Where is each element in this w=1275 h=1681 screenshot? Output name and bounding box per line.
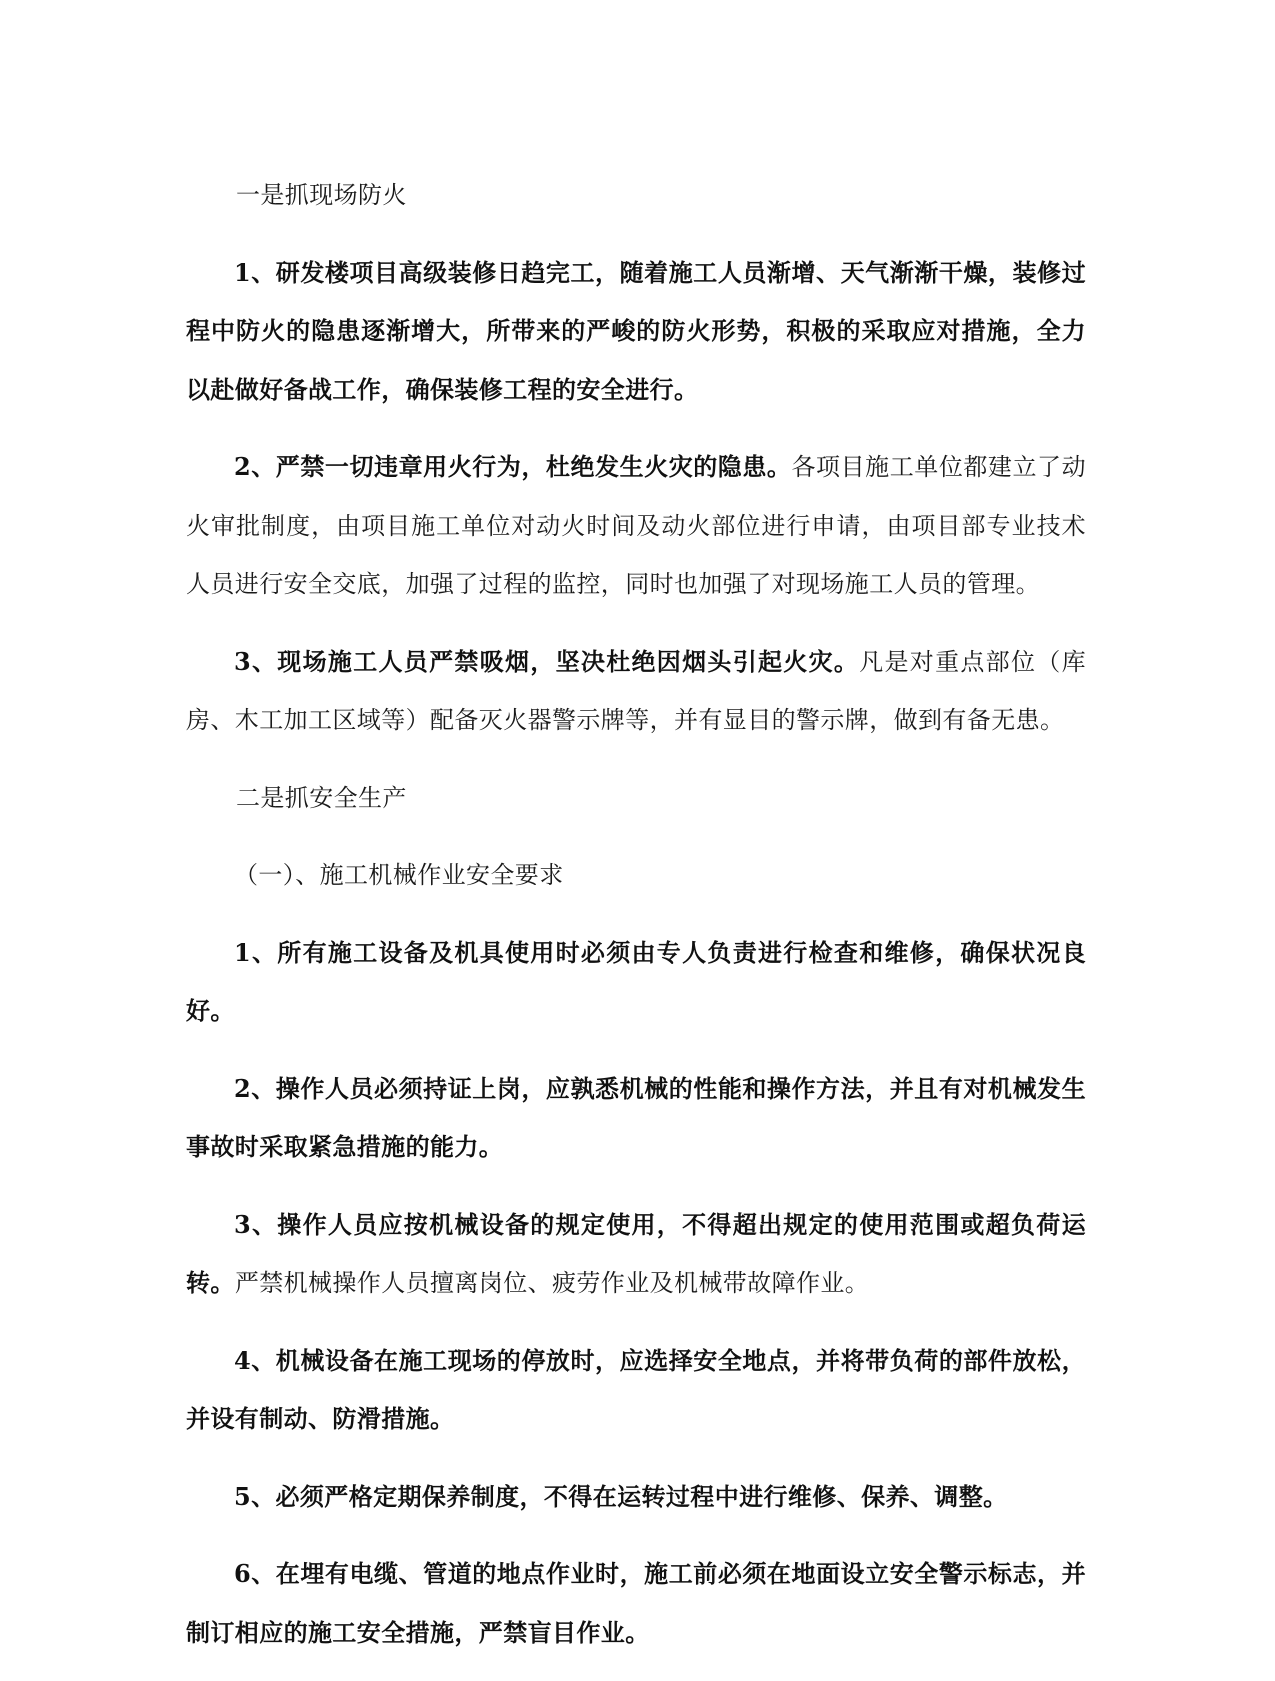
- paragraph-fire-1: [186, 244, 1086, 420]
- paragraph-machinery-3: [186, 1196, 1086, 1313]
- paragraph-machinery-1: [186, 924, 1086, 1041]
- paragraph-text-bold: 2、严禁一切违章用火行为，杜绝发生火灾的隐患。: [234, 452, 792, 481]
- paragraph-machinery-2: [186, 1060, 1086, 1177]
- paragraph-machinery-6: [186, 1545, 1086, 1662]
- paragraph-machinery-4: [186, 1332, 1086, 1449]
- paragraph-text-bold: 3、操作人员应按机械设备的规定使用，不得超出规定的使用范围或超负荷运转。: [186, 1209, 1086, 1297]
- document-body: [186, 166, 1086, 1681]
- paragraph-text: 严禁机械操作人员擅离岗位、疲劳作业及机械带故障作业。: [234, 1269, 870, 1297]
- paragraph-text-bold: 4、机械设备在施工现场的停放时，应选择安全地点，并将带负荷的部件放松，并设有制动、防滑措施。: [186, 1345, 1086, 1433]
- paragraph-text-bold: 1、研发楼项目高级装修日趋完工，随着施工人员渐增、天气渐渐干燥，装修过程中防火的隐患逐渐增大，所带来的严峻的防火形势，积极的采取应对措施，全力以赴做好备战工作，确保装修工程的安全进行。: [186, 257, 1086, 404]
- subsection-heading-machinery: [186, 846, 1086, 905]
- heading-text: 一是抓现场防火: [236, 181, 407, 209]
- paragraph-text: 凡是对重点部位（库房、木工加工区域等）配备灭火器警示牌等，并有显目的警示牌，做到有备无患。: [186, 647, 1086, 734]
- paragraph-text-bold: 3、现场施工人员严禁吸烟，坚决杜绝因烟头引起火灾。: [234, 646, 860, 676]
- paragraph-text-bold: 2、操作人员必须持证上岗，应孰悉机械的性能和操作方法，并且有对机械发生事故时采取紧急措施的能力。: [186, 1073, 1086, 1161]
- paragraph-machinery-5: [186, 1468, 1086, 1527]
- paragraph-text: 各项目施工单位都建立了动火审批制度，由项目施工单位对动火时间及动火部位进行申请，由项目部专业技术人员进行安全交底，加强了过程的监控，同时也加强了对现场施工人员的管理。: [186, 453, 1086, 598]
- subheading-text: （一）、施工机械作业安全要求: [234, 861, 564, 889]
- paragraph-text-bold: 1、所有施工设备及机具使用时必须由专人负责进行检查和维修，确保状况良好。: [186, 937, 1086, 1025]
- paragraph-text-bold: 6、在埋有电缆、管道的地点作业时，施工前必须在地面设立安全警示标志，并制订相应的施工安全措施，严禁盲目作业。: [186, 1559, 1086, 1647]
- heading-text: 二是抓安全生产: [236, 783, 407, 812]
- section-heading-fire-prevention: [186, 166, 1086, 225]
- paragraph-text-bold: 5、必须严格定期保养制度，不得在运转过程中进行维修、保养、调整。: [234, 1481, 1008, 1511]
- paragraph-fire-3: [186, 633, 1086, 750]
- section-heading-safety-production: [186, 769, 1086, 828]
- paragraph-fire-2: [186, 438, 1086, 614]
